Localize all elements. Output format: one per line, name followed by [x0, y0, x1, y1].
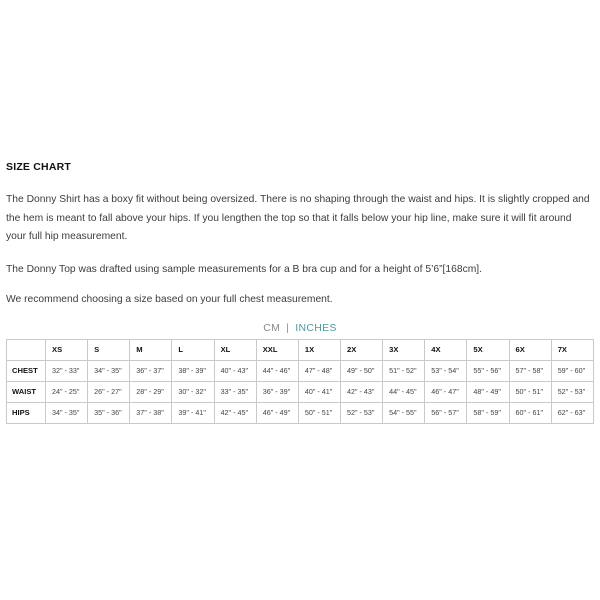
- table-header-size: S: [88, 339, 130, 360]
- table-cell: 50" - 51": [298, 402, 340, 423]
- table-cell: 47" - 48": [298, 360, 340, 381]
- table-header-size: M: [130, 339, 172, 360]
- table-header-size: XL: [214, 339, 256, 360]
- table-header-size: 3X: [383, 339, 425, 360]
- table-header-size: 5X: [467, 339, 509, 360]
- row-label: WAIST: [7, 381, 46, 402]
- description-paragraph: The Donny Shirt has a boxy fit without being oversized. There is no shaping through the waist and hips. It is slightly cropped and the hem is meant to fall above your hips. If you lengthen the top so that it falls below your hip line, make sure it will fit around your full hip measurement.: [6, 194, 590, 242]
- table-cell: 32" - 33": [46, 360, 88, 381]
- table-header-size: 2X: [340, 339, 382, 360]
- table-header-size: XS: [46, 339, 88, 360]
- table-cell: 24" - 25": [46, 381, 88, 402]
- table-cell: 58" - 59": [467, 402, 509, 423]
- table-cell: 38" - 39": [172, 360, 214, 381]
- table-cell: 36" - 39": [256, 381, 298, 402]
- recommendation-paragraph: We recommend choosing a size based on your full chest measurement.: [6, 294, 333, 305]
- table-cell: 55" - 56": [467, 360, 509, 381]
- table-cell: 28" - 29": [130, 381, 172, 402]
- size-table: [6, 339, 594, 424]
- table-cell: 34" - 35": [46, 402, 88, 423]
- row-label: CHEST: [7, 360, 46, 381]
- unit-separator: |: [286, 321, 290, 334]
- table-cell: 39" - 41": [172, 402, 214, 423]
- table-cell: 46" - 47": [425, 381, 467, 402]
- table-cell: 52" - 53": [551, 381, 593, 402]
- table-cell: 42" - 43": [340, 381, 382, 402]
- table-row: [7, 360, 594, 381]
- table-header-size: L: [172, 339, 214, 360]
- table-row: [7, 381, 594, 402]
- table-cell: 51" - 52": [383, 360, 425, 381]
- table-cell: 60" - 61": [509, 402, 551, 423]
- page-title: SIZE CHART: [6, 161, 71, 173]
- table-header-row: [7, 339, 594, 360]
- table-cell: 46" - 49": [256, 402, 298, 423]
- table-header-size: 4X: [425, 339, 467, 360]
- table-cell: 33" - 35": [214, 381, 256, 402]
- table-cell: 42" - 45": [214, 402, 256, 423]
- table-row: [7, 402, 594, 423]
- table-cell: 40" - 41": [298, 381, 340, 402]
- table-cell: 48" - 49": [467, 381, 509, 402]
- table-cell: 34" - 35": [88, 360, 130, 381]
- row-label: HIPS: [7, 402, 46, 423]
- table-cell: 44" - 46": [256, 360, 298, 381]
- table-cell: 36" - 37": [130, 360, 172, 381]
- table-cell: 26" - 27": [88, 381, 130, 402]
- table-cell: 53" - 54": [425, 360, 467, 381]
- table-cell: 54" - 55": [383, 402, 425, 423]
- table-header-blank: [7, 339, 46, 360]
- table-cell: 35" - 36": [88, 402, 130, 423]
- table-cell: 62" - 63": [551, 402, 593, 423]
- table-cell: 44" - 45": [383, 381, 425, 402]
- size-chart-section: [6, 161, 594, 424]
- table-cell: 59" - 60": [551, 360, 593, 381]
- table-header-size: 7X: [551, 339, 593, 360]
- drafting-note-paragraph: The Donny Top was drafted using sample measurements for a B bra cup and for a height of 5’6”[168cm].: [6, 263, 483, 275]
- unit-cm-toggle[interactable]: CM: [263, 321, 281, 334]
- table-cell: 30" - 32": [172, 381, 214, 402]
- table-cell: 56" - 57": [425, 402, 467, 423]
- table-cell: 49" - 50": [340, 360, 382, 381]
- table-header-size: 6X: [509, 339, 551, 360]
- unit-toggle: [6, 322, 594, 334]
- table-header-size: XXL: [256, 339, 298, 360]
- table-cell: 40" - 43": [214, 360, 256, 381]
- table-cell: 50" - 51": [509, 381, 551, 402]
- table-cell: 57" - 58": [509, 360, 551, 381]
- table-cell: 37" - 38": [130, 402, 172, 423]
- unit-inches-toggle[interactable]: INCHES: [295, 321, 337, 334]
- table-header-size: 1X: [298, 339, 340, 360]
- table-cell: 52" - 53": [340, 402, 382, 423]
